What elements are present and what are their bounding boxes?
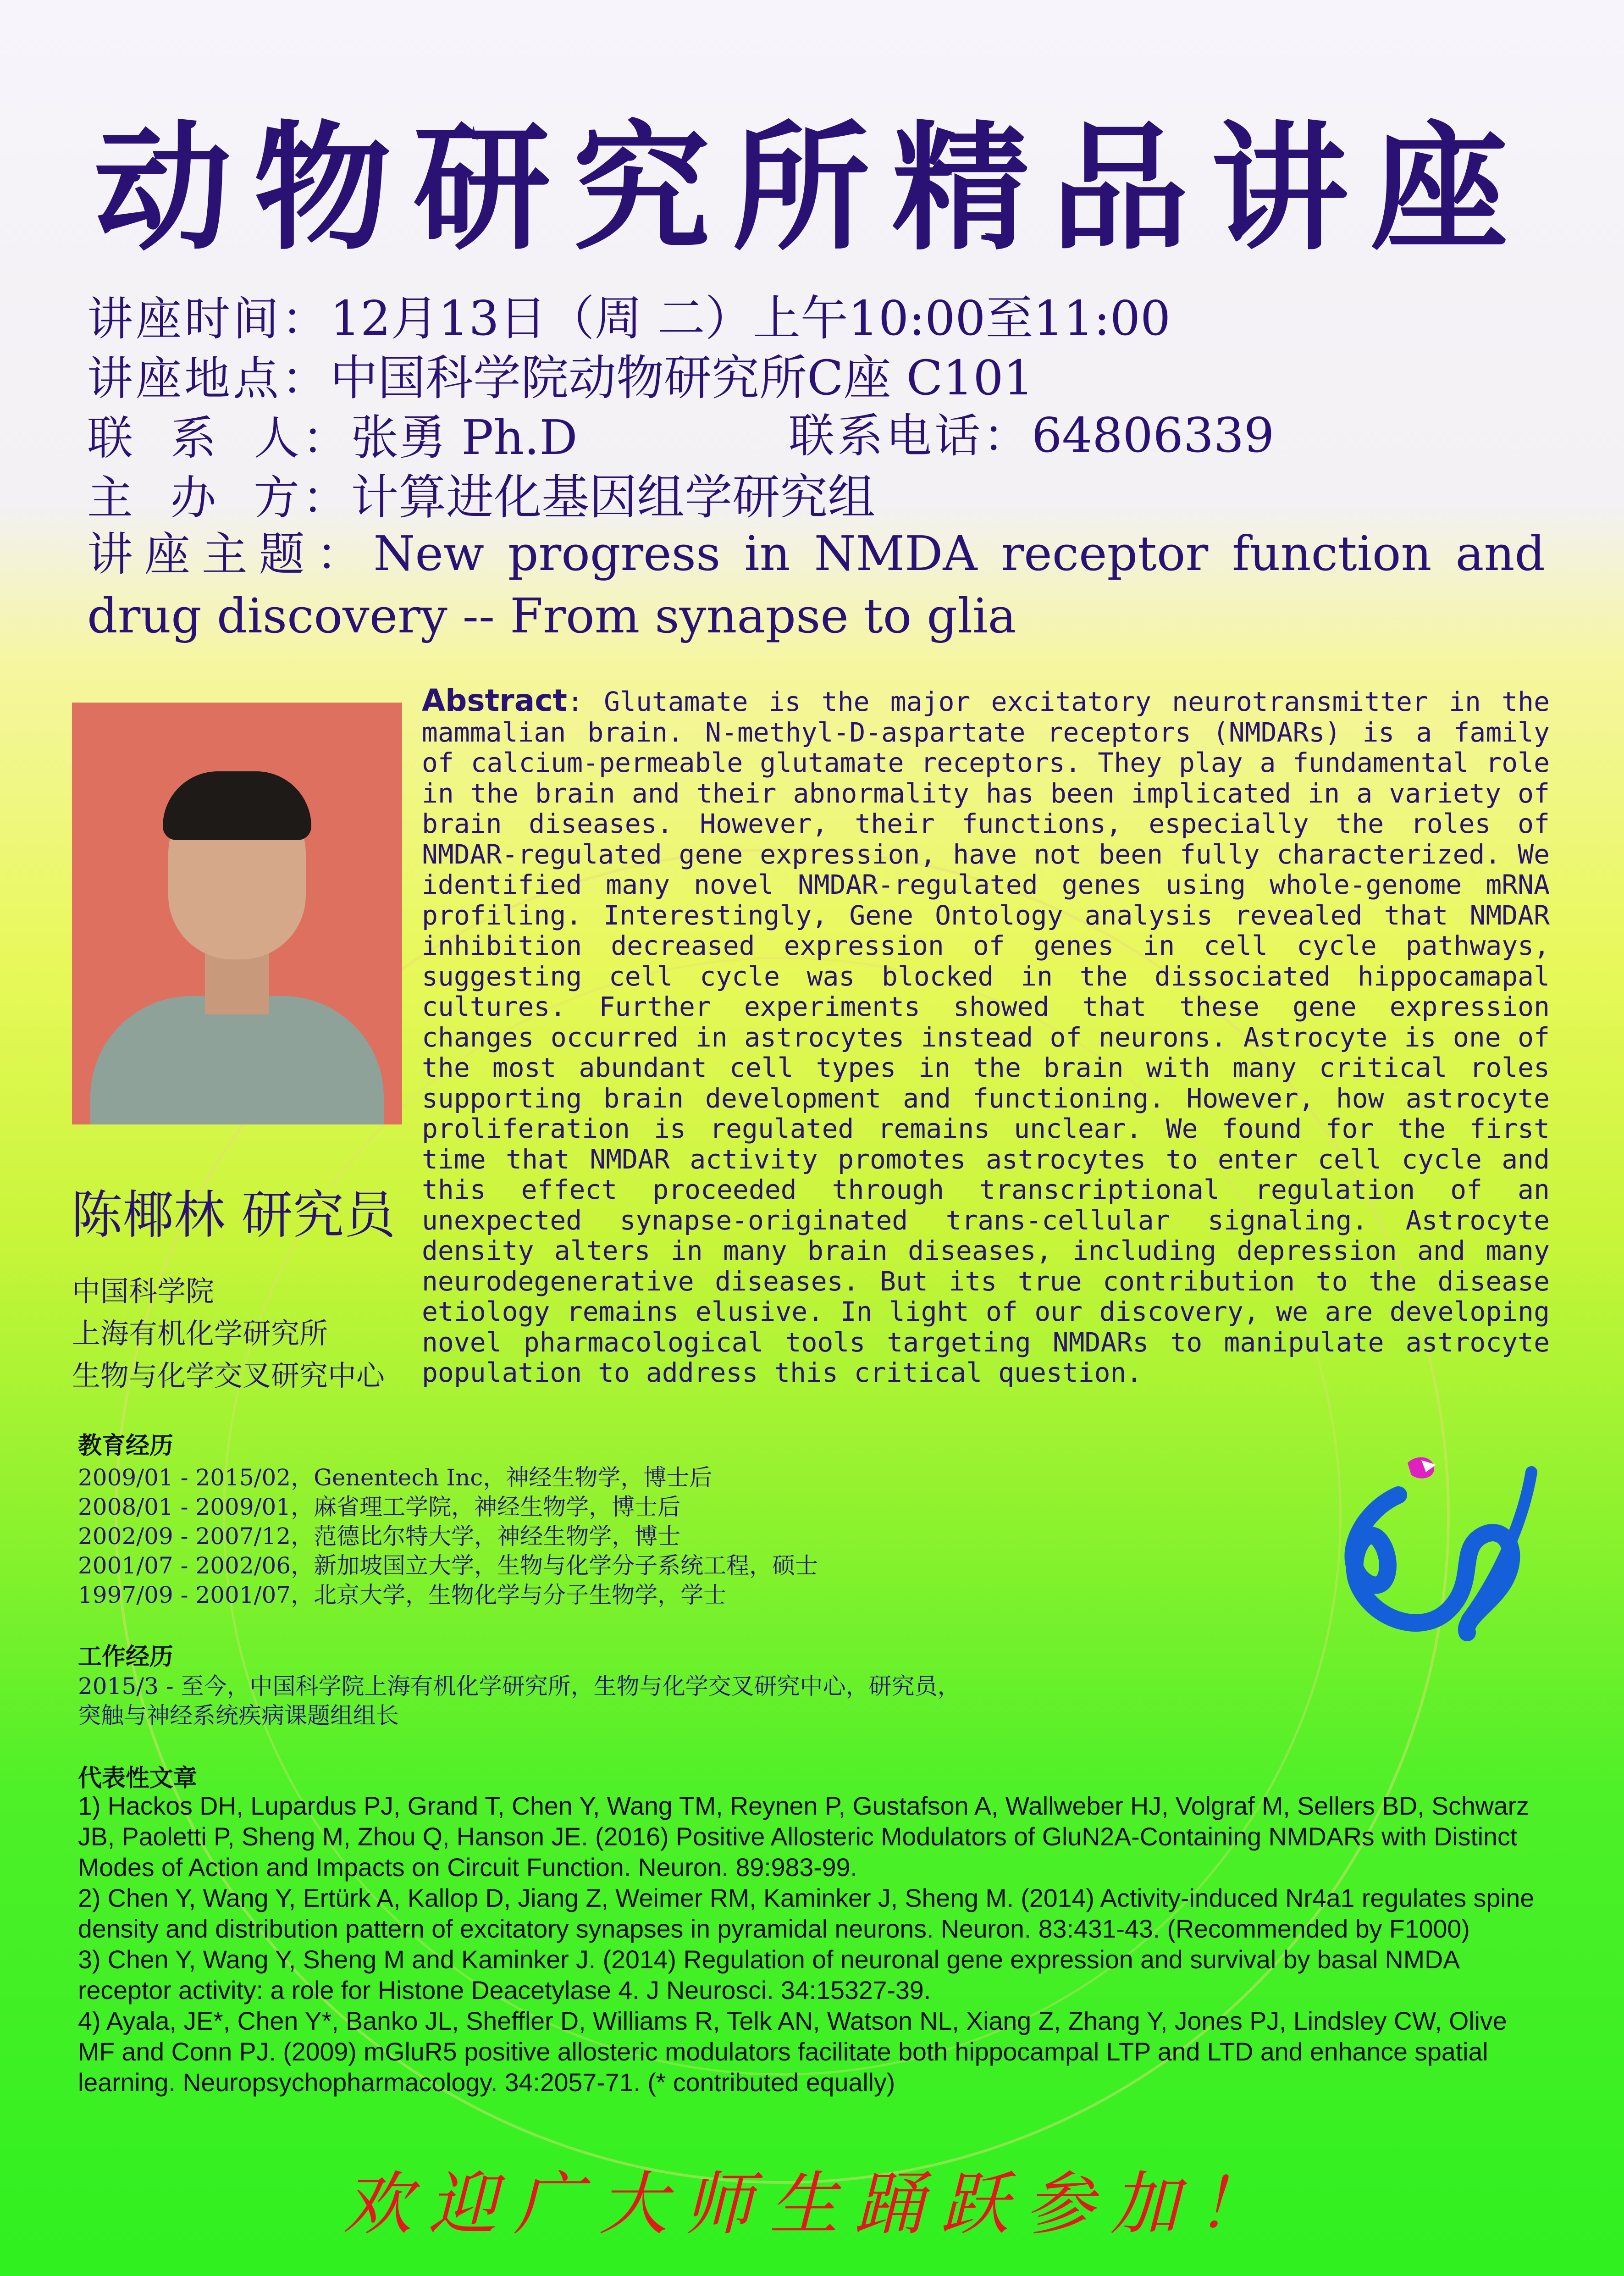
work-heading: 工作经历 bbox=[78, 1643, 174, 1671]
education-item: 2001/07 - 2002/06，新加坡国立大学，生物与化学分子系统工程，硕士 bbox=[78, 1552, 818, 1579]
publications-heading: 代表性文章 bbox=[78, 1765, 198, 1792]
institute-logo-icon bbox=[1330, 1445, 1541, 1642]
contact-value: 张勇 Ph.D bbox=[351, 410, 578, 465]
publications-list bbox=[78, 1791, 1536, 2098]
education-item: 2009/01 - 2015/02，Genentech Inc，神经生物学，博士后 bbox=[78, 1464, 713, 1491]
speaker-photo bbox=[72, 703, 402, 1124]
topic-label: 讲座主题： bbox=[87, 527, 374, 581]
poster-title: 动物研究所精品讲座 bbox=[94, 109, 1530, 269]
host-label: 主 办 方： bbox=[87, 471, 351, 525]
speaker-affiliations bbox=[72, 1270, 420, 1397]
topic-value: New progress in NMDA receptor function and drug discovery -- From synapse to glia bbox=[87, 526, 1545, 644]
work-item: 2015/3 - 至今，中国科学院上海有机化学研究所，生物与化学交叉研究中心，研究员， bbox=[78, 1673, 961, 1700]
host-row bbox=[87, 459, 1554, 527]
time-row bbox=[87, 280, 1554, 349]
education-item: 1997/09 - 2001/07，北京大学，生物化学与分子生物学，学士 bbox=[78, 1582, 727, 1608]
affiliation-line: 上海有机化学研究所 bbox=[72, 1317, 328, 1350]
topic-row bbox=[87, 523, 1545, 647]
publication-item: 1) Hackos DH, Lupardus PJ, Grand T, Chen Y, Wang TM, Reynen P, Gustafson A, Wallweber HJ, Volgraf M, Sellers BD, Schwarz JB, Paoletti P, Sheng M, Zhou Q, Hanson JE. (2016) Positive Allosteric Modulators of GluN2A-Containing NMDARs with Distinct Modes of Action and Impacts on Circuit Function. Neuron. 89:983-99. bbox=[78, 1792, 1529, 1882]
publication-item: 2) Chen Y, Wang Y, Ertürk A, Kallop D, Jiang Z, Weimer RM, Kaminker J, Sheng M. (2014) Activity-induced Nr4a1 regulates spine density and distribution pattern of excitatory synapses in pyramidal neurons. Neuron. 83:431-43. (Recommended by F1000) bbox=[78, 1884, 1535, 1943]
phone-label: 联系电话： bbox=[789, 409, 1032, 463]
time-value: 12月13日（周 二）上午10:00至11:00 bbox=[330, 290, 1171, 346]
abstract-text: : Glutamate is the major excitatory neurotransmitter in the mammalian brain. N-methyl-D-aspartate receptors (NMDARs) is a family of calcium-permeable glutamate receptors. They play a fundamental role in the brain and their abnormality has been implicated in a variety of brain diseases. However, their functions, especially the roles of NMDAR-regulated gene expression, have not been fully characterized. We identified many novel NMDAR-regulated genes using whole-genome mRNA profiling. Interestingly, Gene Ontology analysis revealed that NMDAR inhibition decreased expression of genes in cell cycle pathways, suggesting cell cycle was blocked in the dissociated hippocamapal cultures. Further experiments showed that these gene expression changes occurred in astrocytes instead of neurons. Astrocyte is one of the most abundant cell types in the brain with many critical roles supporting brain development and functioning. However, how astrocyte proliferation is regulated remains unclear. We found for the first time that NMDAR activity promotes astrocytes to enter cell cycle and this effect proceeded through transcriptional regulation of an unexpected synapse-originated trans-cellular signaling. Astrocyte density alters in many brain diseases, including depression and many neurodegenerative diseases. But its true contribution to the disease etiology remains elusive. In light of our discovery, we are developing novel pharmacological tools targeting NMDARs to manipulate astrocyte population to address this critical question. bbox=[422, 686, 1550, 1388]
phone-row bbox=[789, 399, 1522, 465]
place-value: 中国科学院动物研究所C座 C101 bbox=[330, 350, 1034, 406]
education-item: 2002/09 - 2007/12，范德比尔特大学，神经生物学，博士 bbox=[78, 1523, 681, 1550]
education-item: 2008/01 - 2009/01，麻省理工学院，神经生物学，博士后 bbox=[78, 1494, 681, 1520]
abstract-block bbox=[422, 683, 1550, 1388]
affiliation-line: 中国科学院 bbox=[72, 1274, 215, 1308]
work-list bbox=[78, 1672, 1224, 1730]
welcome-banner: 欢迎广大师生踊跃参加！ bbox=[342, 2165, 1281, 2244]
time-label: 讲座时间： bbox=[87, 292, 330, 346]
work-item: 突触与神经系统疾病课题组组长 bbox=[78, 1702, 399, 1729]
publication-item: 3) Chen Y, Wang Y, Sheng M and Kaminker J. (2014) Regulation of neuronal gene expression and survival by basal NMDA receptor activity: a role for Histone Deacetylase 4. J Neurosci. 34:15327-39. bbox=[78, 1945, 1459, 2005]
place-row bbox=[87, 339, 1554, 408]
education-list bbox=[78, 1463, 1132, 1610]
contact-label: 联 系 人： bbox=[87, 411, 351, 465]
abstract-heading: Abstract bbox=[422, 683, 567, 718]
phone-value: 64806339 bbox=[1032, 407, 1275, 463]
affiliation-line: 生物与化学交叉研究中心 bbox=[72, 1359, 385, 1392]
publication-item: 4) Ayala, JE*, Chen Y*, Banko JL, Sheffler D, Williams R, Telk AN, Watson NL, Xiang Z, Zhang Y, Jones PJ, Lindsley CW, Olive MF and Conn PJ. (2009) mGluR5 positive allosteric modulators facilitate both hippocampal LTP and LTD and enhance spatial learning. Neuropsychopharmacology. 34:2057-71. (* contributed equally) bbox=[78, 2007, 1507, 2097]
education-heading: 教育经历 bbox=[78, 1432, 174, 1460]
place-label: 讲座地点： bbox=[87, 352, 330, 405]
host-value: 计算进化基因组学研究组 bbox=[351, 469, 876, 525]
speaker-name: 陈椰林 研究员 bbox=[71, 1185, 396, 1245]
